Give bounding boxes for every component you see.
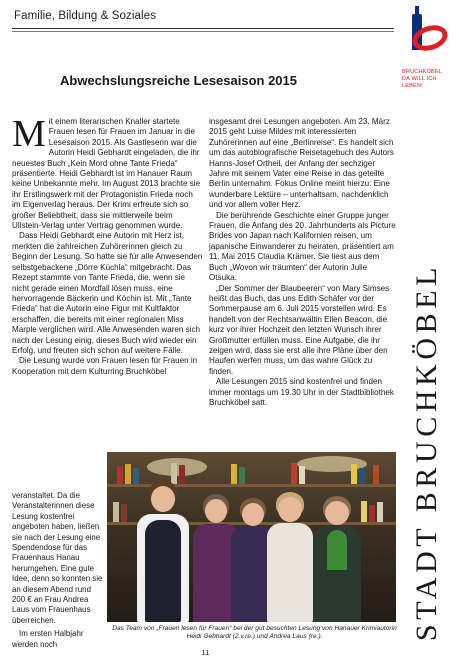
logo-tagline-line: DA WILL ICH xyxy=(402,76,437,82)
article-column-right xyxy=(209,117,396,408)
paragraph: Die berührende Geschichte einer Gruppe junger Frauen, die Anfang des 20. Jahrhunderts als Picture Brides von Japan nach Kalifornien reisen, um japanische Einwanderer zu heiraten, präsentiert am 11. Mai 2015 Claudia Krämer. Sie liest aus dem Buch „Wovon wir träumten“ der Autorin Julie Otsuka. xyxy=(209,210,396,283)
paragraph: Alle Lesungen 2015 sind kostenfrei und finden immer montags um 19.30 Uhr in der Stadtbibliothek Bruchköbel satt. xyxy=(209,377,394,407)
paragraph: veranstaltet. Da die Veranstalterinnen diese Lesung kostenfrei angeboten haben, ließen sie nach der Lesung eine Spendendose für das Frauenhaus Hanau herumgehen. Eine gute Idee, denn so konnten sie an diesem Abend rund 200 € an Frau Andrea Laus vom Frauenhaus überreichen. xyxy=(12,491,103,625)
page-number: 11 xyxy=(201,648,210,657)
lead-paragraph xyxy=(12,113,203,231)
team-photo xyxy=(107,452,396,622)
paragraph: „Der Sommer der Blaubeeren“ von Mary Simses heißt das Buch, das uns Edith Schäfer vor der Sommerpause am 6. Juli 2015 vorstellen wird. Es handelt von der Rechtsanwältin Ellen Beacon, die kurz vor ihrer Hochzeit den letzten Wunsch ihrer Großmutter erfüllen muss. Eine Aufgabe, die ihr zeigen wird, dass sie erst alle ihre Pläne über den Haufen werfen muss, um das wahre Glück zu finden. xyxy=(209,283,390,376)
section-rule-thin xyxy=(12,31,394,32)
logo-tagline xyxy=(402,69,456,90)
section-header: Familie, Bildung & Soziales xyxy=(14,10,157,22)
paragraph: insgesamt drei Lesungen angeboten. Am 23. März 2015 geht Luise Mildes mit interessierten Zuhörerinnen auf eine „Berlinreise“. Es handelt sich um das autobiografische Reisetagebuch des Autors Hanns-Josef Ortheil, der Anfang der sechziger Jahre mit seinem Vater eine Reise in das geteilte Berlin unternahm. Fokus Online meint hierzu: Eine wunderbare Lektüre – unterhaltsam, nachdenklich und vor allem voller Herz. xyxy=(209,117,394,210)
logo-tagline-line: LEBEN! xyxy=(402,83,423,89)
dropcap: M xyxy=(12,113,46,155)
paragraph: Dass Heidi Gebhardt eine Autorin mit Herz ist, merkten die zahlreichen Zuhörerinnen gleich zu Beginn der Lesung. So hatte sie für alle Anwesenden selbstgebackene „Dörre Küchla“ mitgebracht. Das Rezept stammte von Tante Frieda, die, wenn sie nicht gerade einen Mordfall lösen muss, eine hervorragende Bäckerin und Köchin ist. Mit „Tante Frieda“ hat die Autorin eine Figur mit Kultfaktor erschaffen, die bereits mit einer regionalen Miss Marple verglichen wird. Alle Anwesenden waren sich nach der Lesung einig, dieses Buch wird wieder ein Erfolg, und freuten sich schon auf weitere Fälle. xyxy=(12,231,203,355)
article-headline: Abwechslungsreiche Lesesaison 2015 xyxy=(60,73,297,88)
section-rule xyxy=(12,28,394,29)
person xyxy=(313,496,361,622)
city-logo xyxy=(402,6,452,76)
vertical-city-title-text: STADT BRUCHKÖBEL xyxy=(410,262,443,642)
photo-caption: Das Team von „Frauen lesen für Frauen“ bei der gut besuchten Lesung von Hanauer Krimiautorin Heidi Gebhardt (2.v.re.) und Andrea Laus (re.). xyxy=(112,625,397,641)
vertical-city-title xyxy=(407,262,447,642)
paragraph: Im ersten Halbjahr werden noch xyxy=(12,629,84,649)
lead-text: it einem literarischen Knaller startete Frauen lesen für Frauen im Januar in die Lesesaison 2015. Als Gastleserin war die Autorin Heidi Gebhardt eingeladen, die ihr neuestes Buch „Kein Mord ohne Tante Frieda“ präsentierte. Heidi Gebhardt ist im Hanauer Raum keine Unbekannte mehr. Im August 2013 brachte sie ihr Erstlingswerk mit der Protagonistin Frieda noch im Eigenverlag heraus. Der Krimi erfreute sich so großer Beliebtheit, dass sie mittlerweile beim Ullstein-Verlag unter Vertrag genommen wurde. xyxy=(12,117,201,231)
person xyxy=(267,492,313,622)
paragraph: Die Lesung wurde von Frauen lesen für Frauen in Kooperation mit dem Kulturring Bruchköbel xyxy=(12,356,198,376)
logo-tagline-line: BRUCHKÖBEL xyxy=(402,69,443,75)
article-column-narrow xyxy=(12,491,105,650)
article-column-left xyxy=(12,113,203,377)
person xyxy=(137,480,189,622)
